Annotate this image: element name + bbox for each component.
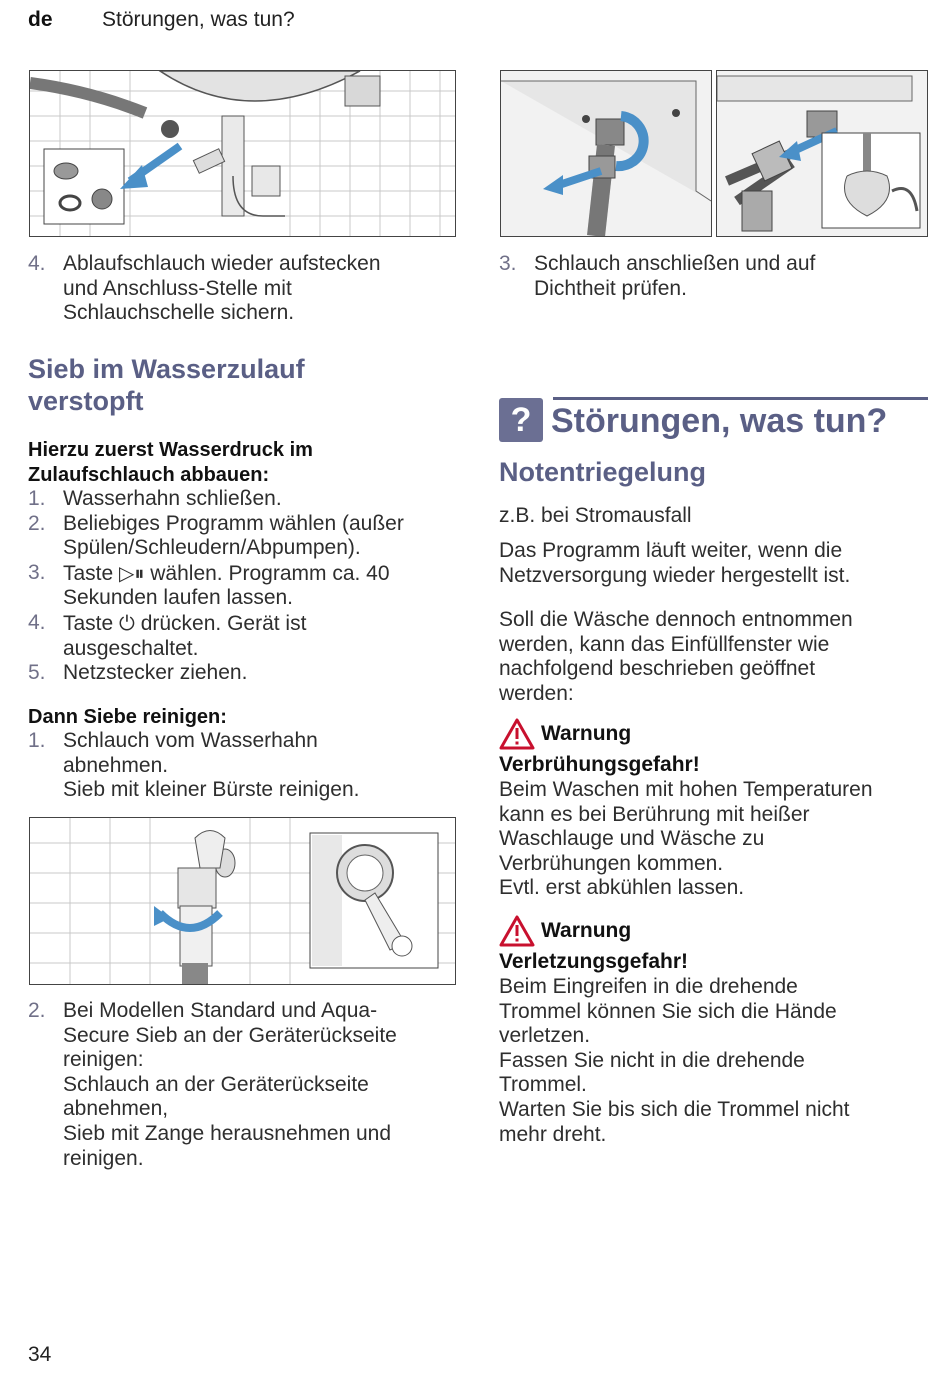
warning-line: Beim Eingreifen in die drehende — [499, 975, 798, 998]
paragraph-line: Das Programm läuft weiter, wenn die — [499, 539, 843, 562]
warning-title: Warnung — [541, 722, 632, 745]
list-item — [28, 611, 456, 661]
list-item — [28, 561, 456, 611]
illustration-faucet-sieve — [29, 817, 456, 985]
warning-triangle-icon — [499, 718, 535, 750]
step-number: 4. — [28, 252, 46, 275]
warning-headline: Verbrühungsgefahr! — [499, 753, 700, 776]
page-number: 34 — [28, 1343, 52, 1366]
list-item — [28, 252, 456, 326]
warning-title: Warnung — [541, 919, 632, 942]
paragraph-line: werden: — [499, 681, 574, 705]
warning-line: Trommel. — [499, 1073, 587, 1097]
warning-line: verletzen. — [499, 1024, 591, 1048]
clean-heading: Dann Siebe reinigen: — [28, 706, 227, 728]
list-item — [499, 252, 927, 301]
step-clean-back-sieve — [28, 999, 456, 1171]
power-icon: ⏻ — [119, 610, 135, 635]
paragraph-open-door — [499, 608, 927, 706]
step-text: Secure Sieb an der Geräterückseite — [63, 1023, 397, 1047]
intro-heading — [28, 438, 456, 487]
list-item — [28, 999, 456, 1171]
step-number: 3. — [499, 252, 517, 275]
running-header-title: Störungen, was tun? — [102, 8, 295, 31]
chapter-rule — [553, 397, 928, 400]
warning-line: mehr dreht. — [499, 1122, 607, 1146]
illustration-pliers-sieve — [716, 70, 928, 237]
step-text: Taste — [63, 611, 120, 635]
step-text: Schlauch vom Wasserhahn — [63, 729, 318, 752]
list-item — [28, 512, 456, 561]
paragraph-line: Netzversorgung wieder hergestellt ist. — [499, 563, 851, 587]
warning-body — [499, 975, 927, 1147]
step-text: Schlauch anschließen und auf — [534, 252, 816, 275]
intro-line: Hierzu zuerst Wasserdruck im — [28, 439, 313, 461]
warning-injury — [499, 915, 927, 1147]
step-text: Schlauchschelle sichern. — [63, 301, 295, 325]
illustration-drain-hose — [29, 70, 456, 237]
step-text: und Anschluss-Stelle mit — [63, 276, 292, 300]
section-title-line: Sieb im Wasserzulauf — [28, 354, 305, 384]
paragraph-line: nachfolgend beschrieben geöffnet — [499, 657, 816, 681]
step-number: 5. — [28, 661, 46, 685]
warning-line: Fassen Sie nicht in die drehende — [499, 1048, 805, 1072]
step-text: wählen. Programm ca. 40 — [144, 561, 390, 585]
warning-line: Evtl. erst abkühlen lassen. — [499, 876, 745, 900]
step-text: Schlauch an der Geräterückseite — [63, 1072, 369, 1096]
step-connect-hose — [499, 252, 927, 301]
step-text: Wasserhahn schließen. — [63, 487, 282, 510]
section-title-line: verstopft — [28, 386, 144, 416]
step-text: Bei Modellen Standard und Aqua- — [63, 999, 378, 1022]
step-remove-hose — [28, 729, 456, 803]
step-text: reinigen: — [63, 1048, 144, 1072]
warning-line: Warten Sie bis sich die Trommel nicht — [499, 1097, 850, 1121]
step-number: 3. — [28, 560, 46, 584]
steps-pressure-release — [28, 487, 456, 686]
step-number: 2. — [28, 999, 46, 1022]
step-number: 4. — [28, 610, 46, 634]
language-code: de — [28, 8, 53, 31]
start-pause-icon: ▷⏸ — [119, 560, 145, 585]
step-text: Spülen/Schleudern/Abpumpen). — [63, 536, 361, 560]
step-text: Ablaufschlauch wieder aufstecken — [63, 252, 381, 275]
paragraph-power-failure: z.B. bei Stromausfall — [499, 504, 692, 527]
subsection-title: Notentriegelung — [499, 457, 706, 487]
illustration-back-hose — [500, 70, 712, 237]
warning-line: Trommel können Sie sich die Hände — [499, 999, 837, 1023]
chapter-title: Störungen, was tun? — [551, 402, 888, 440]
step-text: Beliebiges Programm wählen (außer — [63, 511, 404, 535]
warning-line: kann es bei Berührung mit heißer — [499, 802, 810, 826]
paragraph-program-continues — [499, 539, 927, 588]
step-number: 1. — [28, 487, 46, 510]
step-reattach-hose — [28, 252, 456, 326]
step-text: ausgeschaltet. — [63, 636, 199, 660]
question-icon: ? — [499, 398, 543, 442]
step-text: Sieb mit Zange herausnehmen und — [63, 1121, 392, 1145]
step-text: Sieb mit kleiner Bürste reinigen. — [63, 778, 360, 802]
paragraph-line: werden, kann das Einfüllfenster wie — [499, 632, 830, 656]
intro-line: Zulaufschlauch abbauen: — [28, 463, 270, 486]
step-text: Taste — [63, 561, 120, 585]
section-title-sieve — [28, 353, 456, 417]
step-text: Netzstecker ziehen. — [63, 661, 248, 685]
warning-headline: Verletzungsgefahr! — [499, 950, 689, 973]
paragraph-line: Soll die Wäsche dennoch entnommen — [499, 608, 853, 631]
list-item — [28, 729, 456, 803]
step-number: 1. — [28, 729, 46, 752]
step-text: Dichtheit prüfen. — [534, 276, 687, 300]
list-item — [28, 661, 456, 686]
step-text: drücken. Gerät ist — [134, 611, 307, 635]
warning-line: Beim Waschen mit hohen Temperaturen — [499, 778, 873, 801]
warning-line: Verbrühungen kommen. — [499, 851, 724, 875]
warning-body — [499, 778, 927, 901]
step-text: Sekunden laufen lassen. — [63, 586, 294, 610]
step-number: 2. — [28, 511, 46, 535]
step-text: abnehmen. — [63, 753, 169, 777]
list-item — [28, 487, 456, 512]
warning-triangle-icon — [499, 915, 535, 947]
warning-line: Waschlauge und Wäsche zu — [499, 827, 765, 851]
step-text: abnehmen, — [63, 1097, 169, 1121]
step-text: reinigen. — [63, 1146, 144, 1170]
warning-scalding — [499, 718, 927, 901]
